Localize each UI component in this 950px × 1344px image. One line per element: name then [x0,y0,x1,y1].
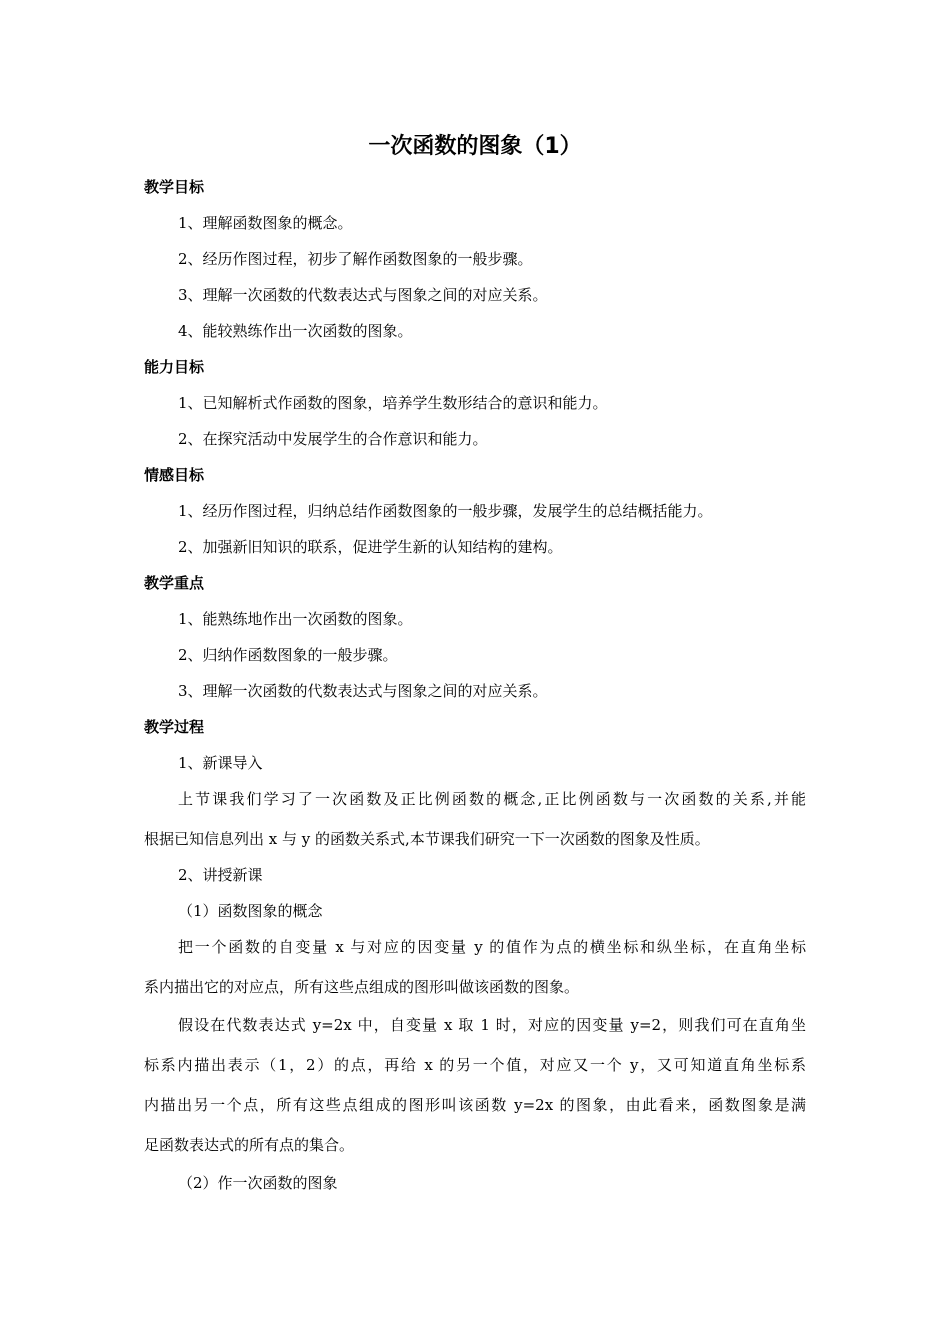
list-item: 1、能熟练地作出一次函数的图象。 [178,610,413,628]
concept-line: 系内描出它的对应点，所有这些点组成的图形叫做该函数的图象。 [144,978,580,996]
intro-line: 根据已知信息列出 x 与 y 的函数关系式,本节课我们研究一下一次函数的图象及性质。 [144,830,710,848]
section-heading-process: 教学过程 [144,718,205,736]
step-label: 2、讲授新课 [178,866,263,884]
list-item: 1、经历作图过程，归纳总结作函数图象的一般步骤，发展学生的总结概括能力。 [178,502,713,520]
intro-line: 上节课我们学习了一次函数及正比例函数的概念,正比例函数与一次函数的关系,并能 [178,790,806,808]
section-heading-teaching-goals: 教学目标 [144,178,205,196]
list-item: 4、能较熟练作出一次函数的图象。 [178,322,413,340]
section-heading-ability-goals: 能力目标 [144,358,205,376]
example-line: 足函数表达式的所有点的集合。 [144,1136,355,1154]
list-item: 1、理解函数图象的概念。 [178,214,353,232]
subsection-label: （2）作一次函数的图象 [178,1174,338,1192]
example-line: 内描出另一个点，所有这些点组成的图形叫该函数 y=2x 的图象，由此看来，函数图象是满 [144,1096,806,1114]
concept-line: 把一个函数的自变量 x 与对应的因变量 y 的值作为点的横坐标和纵坐标，在直角坐标 [178,938,806,956]
page-title: 一次函数的图象（1） [368,134,582,159]
list-item: 2、加强新旧知识的联系，促进学生新的认知结构的建构。 [178,538,563,556]
list-item: 3、理解一次函数的代数表达式与图象之间的对应关系。 [178,286,548,304]
subsection-label: （1）函数图象的概念 [178,902,323,920]
list-item: 2、经历作图过程，初步了解作函数图象的一般步骤。 [178,250,533,268]
list-item: 3、理解一次函数的代数表达式与图象之间的对应关系。 [178,682,548,700]
list-item: 1、已知解析式作函数的图象，培养学生数形结合的意识和能力。 [178,394,608,412]
example-line: 假设在代数表达式 y=2x 中，自变量 x 取 1 时，对应的因变量 y=2，则我们可在直角坐 [178,1016,806,1034]
list-item: 2、在探究活动中发展学生的合作意识和能力。 [178,430,488,448]
section-heading-key-points: 教学重点 [144,574,205,592]
section-heading-emotion-goals: 情感目标 [144,466,205,484]
example-line: 标系内描出表示（1，2）的点，再给 x 的另一个值，对应又一个 y，又可知道直角坐标系 [144,1056,806,1074]
list-item: 2、归纳作函数图象的一般步骤。 [178,646,398,664]
step-label: 1、新课导入 [178,754,263,772]
